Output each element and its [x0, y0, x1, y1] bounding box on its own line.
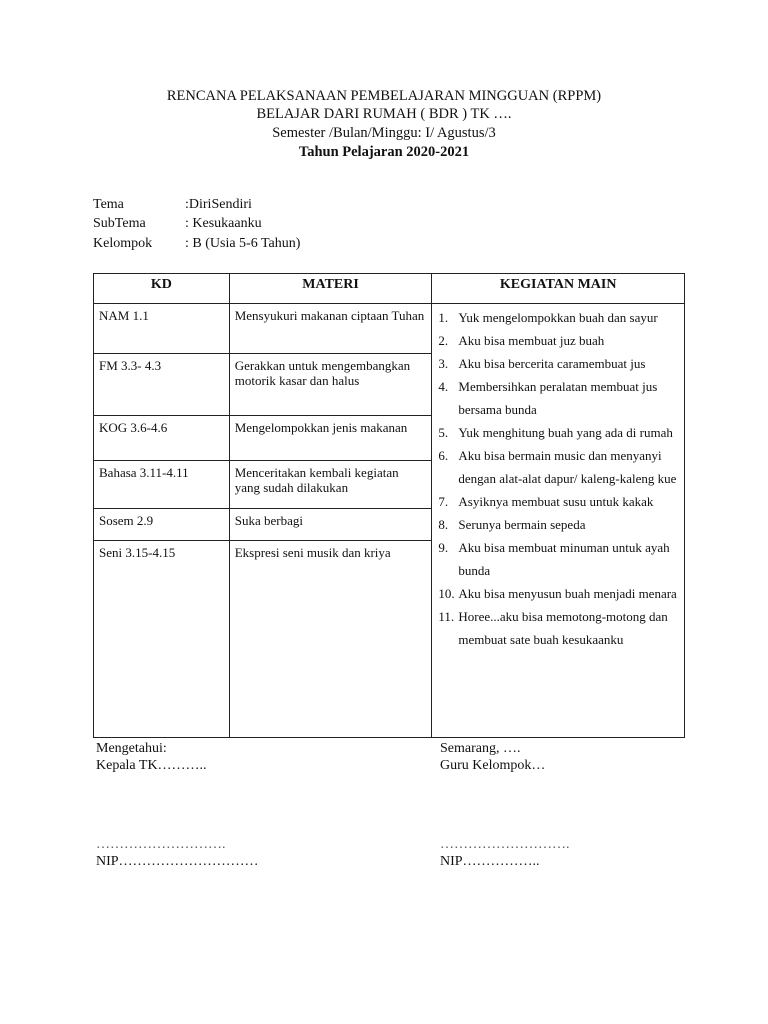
item-text: Asyiknya membuat susu untuk kakak	[458, 494, 654, 509]
sig-place-date: Semarang, ….	[440, 741, 521, 756]
item-number: 11.	[438, 609, 455, 624]
materi-cell: Mensyukuri makanan ciptaan Tuhan	[229, 304, 432, 354]
kd-cell: Seni 3.15-4.15	[94, 541, 230, 738]
item-text: Horee...aku bisa memotong-motong dan membuat sate buah kesukaanku	[458, 609, 668, 647]
kd-cell: FM 3.3- 4.3	[94, 354, 230, 416]
item-text: Aku bisa bermain music dan menyanyi dengan alat-alat dapur/ kaleng-kaleng kue	[458, 448, 677, 486]
kegiatan-item	[436, 421, 680, 444]
kd-cell: Sosem 2.9	[94, 509, 230, 541]
info-label: SubTema	[93, 216, 146, 231]
info-value: : B (Usia 5-6 Tahun)	[185, 236, 301, 251]
kd-cell: NAM 1.1	[94, 304, 230, 354]
materi-cell: Menceritakan kembali kegiatan yang sudah dilakukan	[229, 461, 432, 509]
info-kelompok	[93, 236, 300, 252]
item-number: 5.	[438, 425, 449, 440]
sig-mengetahui: Mengetahui:	[96, 741, 167, 756]
sig-kepala-tk: Kepala TK………..	[96, 758, 207, 773]
item-text: Aku bisa bercerita caramembuat jus	[458, 356, 646, 371]
table-header-row	[94, 274, 685, 304]
item-number: 9.	[438, 540, 449, 555]
header-kd: KD	[94, 274, 230, 304]
item-number: 6.	[438, 448, 449, 463]
item-number: 10.	[438, 586, 455, 601]
kegiatan-item	[436, 490, 680, 513]
doc-subtitle: BELAJAR DARI RUMAH ( BDR ) TK ….	[256, 106, 512, 122]
materi-cell: Mengelompokkan jenis makanan	[229, 416, 432, 461]
doc-title: RENCANA PELAKSANAAN PEMBELAJARAN MINGGUAN (RPPM)	[166, 88, 602, 104]
kd-cell: KOG 3.6-4.6	[94, 416, 230, 461]
item-number: 1.	[438, 310, 449, 325]
item-number: 8.	[438, 517, 449, 532]
info-tema	[93, 197, 252, 213]
kegiatan-item	[436, 513, 680, 536]
doc-semester: Semester /Bulan/Minggu: I/ Agustus/3	[272, 125, 496, 141]
item-number: 2.	[438, 333, 449, 348]
item-text: Serunya bermain sepeda	[458, 517, 586, 532]
item-text: Yuk menghitung buah yang ada di rumah	[458, 425, 673, 440]
kegiatan-item	[436, 582, 680, 605]
item-number: 7.	[438, 494, 449, 509]
header-kegiatan: KEGIATAN MAIN	[432, 274, 685, 304]
materi-cell: Ekspresi seni musik dan kriya	[229, 541, 432, 738]
kegiatan-list	[436, 306, 680, 651]
rppm-table	[93, 273, 685, 738]
kegiatan-item	[436, 444, 680, 490]
kegiatan-item	[436, 306, 680, 329]
sig-name-line: ……………………….	[440, 837, 570, 852]
kegiatan-item	[436, 605, 680, 651]
kegiatan-cell	[432, 304, 685, 738]
item-number: 4.	[438, 379, 449, 394]
info-value: : Kesukaanku	[185, 216, 262, 231]
item-text: Yuk mengelompokkan buah dan sayur	[458, 310, 658, 325]
info-subtema	[93, 216, 262, 232]
sig-name-line: ……………………….	[96, 837, 226, 852]
info-label: Kelompok	[93, 236, 153, 251]
materi-cell: Gerakkan untuk mengembangkan motorik kasar dan halus	[229, 354, 432, 416]
kd-cell: Bahasa 3.11-4.11	[94, 461, 230, 509]
item-text: Aku bisa membuat juz buah	[458, 333, 605, 348]
info-label: Tema	[93, 197, 124, 212]
signature-right	[440, 740, 570, 870]
item-number: 3.	[438, 356, 449, 371]
sig-nip: NIP……………..	[440, 854, 540, 869]
table-row	[94, 304, 685, 354]
kegiatan-item	[436, 352, 680, 375]
item-text: Membersihkan peralatan membuat jus bersama bunda	[458, 379, 658, 417]
kegiatan-item	[436, 375, 680, 421]
kegiatan-item	[436, 536, 680, 582]
materi-cell: Suka berbagi	[229, 509, 432, 541]
signature-left	[96, 740, 259, 870]
info-value: :DiriSendiri	[185, 197, 252, 212]
doc-year: Tahun Pelajaran 2020-2021	[298, 144, 470, 160]
header-materi: MATERI	[229, 274, 432, 304]
item-text: Aku bisa menyusun buah menjadi menara	[458, 586, 677, 601]
sig-nip: NIP…………………………	[96, 854, 259, 869]
sig-guru-kelompok: Guru Kelompok…	[440, 758, 546, 773]
item-text: Aku bisa membuat minuman untuk ayah bunda	[458, 540, 670, 578]
kegiatan-item	[436, 329, 680, 352]
